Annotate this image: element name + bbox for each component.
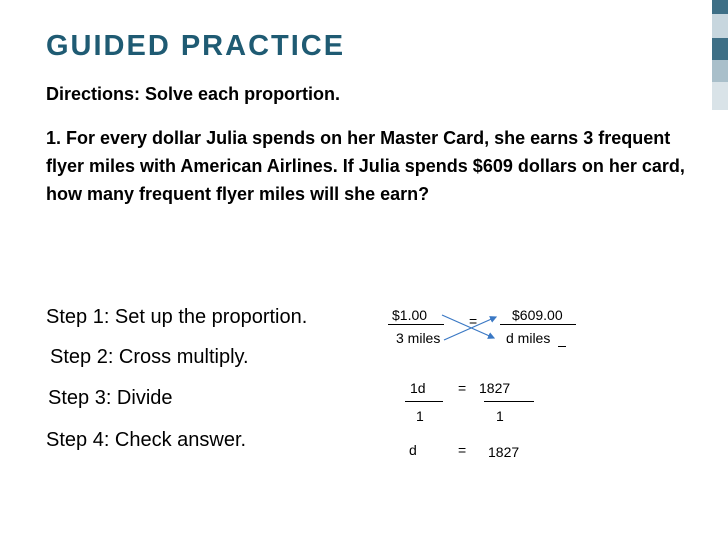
divide-right-denominator: 1: [496, 408, 504, 424]
divide-right-numerator: 1827: [479, 380, 511, 396]
problem-text: 1. For every dollar Julia spends on her Master Card, she earns 3 frequent flyer miles with American Airlines. If Julia spends $609 dollars on her card, how many frequent flyer miles will she earn?: [46, 128, 685, 204]
step-1-label: Step 1: Set up the proportion.: [46, 306, 308, 328]
divide-equals: =: [458, 380, 467, 396]
directions-text: Directions: Solve each proportion.: [46, 84, 341, 104]
divide-right-fraction-bar: [484, 401, 534, 402]
proportion-right-denominator: d miles: [506, 330, 551, 346]
divide-left-denominator: 1: [416, 408, 424, 424]
proportion-left-numerator: $1.00: [392, 307, 428, 323]
cross-arrow-up: [444, 317, 496, 340]
cross-arrow-down: [442, 315, 494, 338]
step-4-label: Step 4: Check answer.: [46, 429, 247, 451]
proportion-right-numerator: $609.00: [512, 307, 563, 323]
divide-left-numerator: 1d: [410, 380, 426, 396]
cross-multiply-arrows: [440, 314, 500, 342]
proportion-right-fraction-bar: [500, 324, 576, 325]
step-2-label: Step 2: Cross multiply.: [50, 346, 249, 368]
side-scrollbar-decoration: [712, 0, 728, 110]
divide-left-fraction-bar: [405, 401, 443, 402]
proportion-left-denominator: 3 miles: [396, 330, 441, 346]
answer-value: 1827: [488, 444, 520, 460]
answer-equals: =: [458, 442, 467, 458]
proportion-left-fraction-bar: [388, 324, 444, 325]
proportion-underline-mark: [558, 346, 566, 347]
answer-variable: d: [409, 442, 417, 458]
step-3-label: Step 3: Divide: [48, 387, 173, 409]
proportion-equals: =: [469, 313, 478, 329]
slide-title: GUIDED PRACTICE: [46, 30, 346, 62]
